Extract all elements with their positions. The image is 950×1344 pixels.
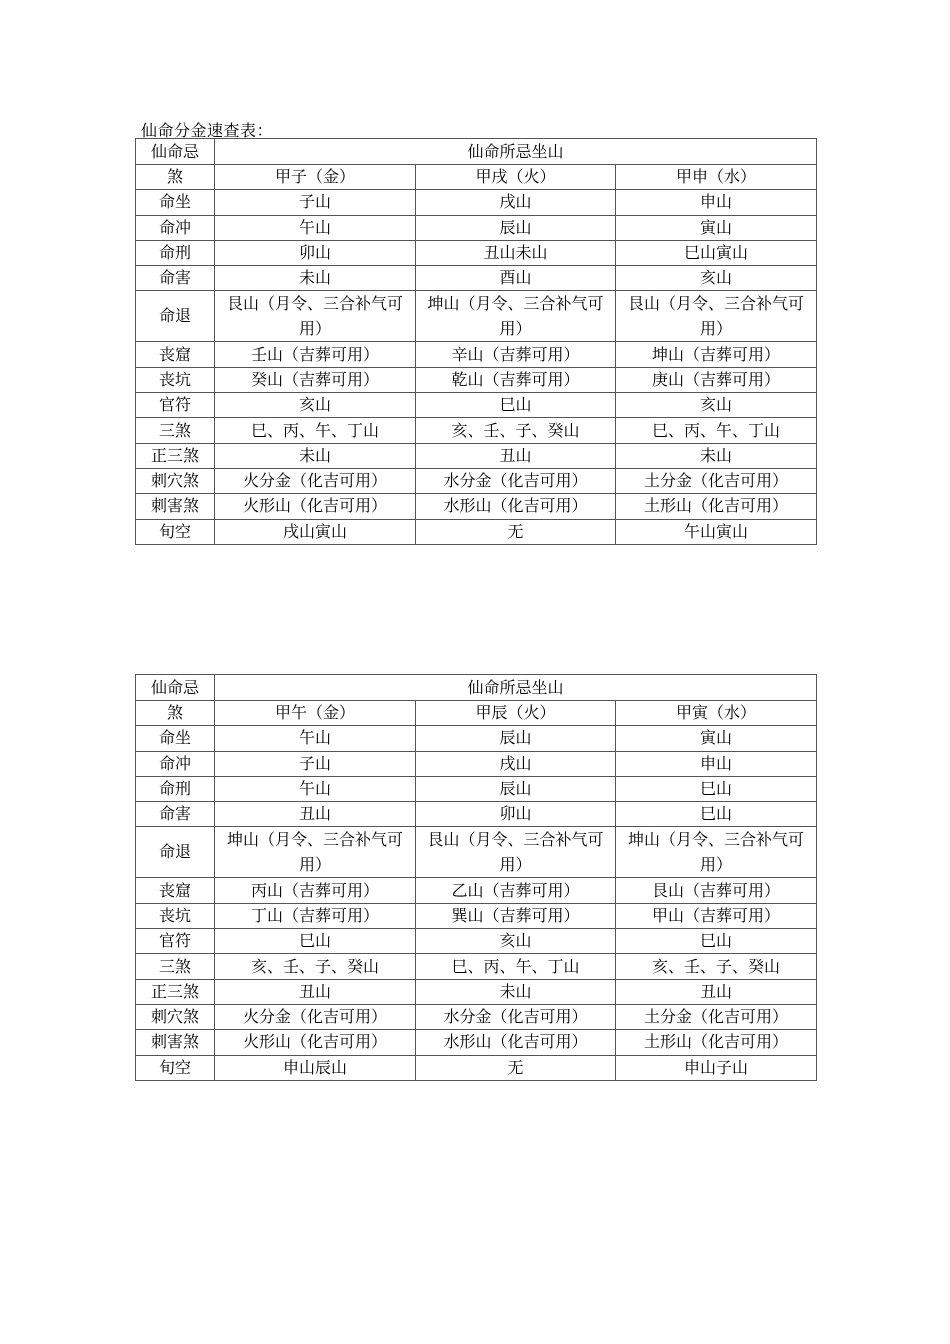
table-cell: 坤山（月令、三合补气可用） (616, 827, 817, 878)
table-row (136, 418, 817, 443)
table-cell: 午山 (215, 215, 416, 240)
table-cell: 水分金（化吉可用） (416, 1004, 616, 1029)
table-cell: 未山 (215, 443, 416, 468)
table-cell: 癸山（吉葬可用） (215, 367, 416, 392)
table-cell: 子山 (215, 751, 416, 776)
table-row (136, 726, 817, 751)
table-row (136, 979, 817, 1004)
table-cell: 巽山（吉葬可用） (416, 903, 616, 928)
row-label: 丧坑 (136, 367, 215, 392)
table-cell: 未山 (215, 266, 416, 291)
header-row-2 (136, 165, 817, 190)
row-label: 命坐 (136, 190, 215, 215)
column-header: 甲午（金） (215, 701, 416, 726)
row-label: 正三煞 (136, 979, 215, 1004)
table-row (136, 802, 817, 827)
corner-label-top: 仙命忌 (136, 139, 215, 165)
table-row (136, 519, 817, 544)
table-cell: 土分金（化吉可用） (616, 1004, 817, 1029)
table-cell: 戌山寅山 (215, 519, 416, 544)
table-row (136, 190, 817, 215)
table-cell: 丑山未山 (416, 240, 616, 265)
table-cell: 丁山（吉葬可用） (215, 903, 416, 928)
row-label: 命冲 (136, 215, 215, 240)
table-cell: 卯山 (215, 240, 416, 265)
row-label: 刺穴煞 (136, 468, 215, 493)
table-row (136, 468, 817, 493)
table-cell: 辰山 (416, 726, 616, 751)
table-cell: 亥山 (616, 393, 817, 418)
table-row (136, 494, 817, 519)
table-cell: 甲山（吉葬可用） (616, 903, 817, 928)
table-cell: 亥、壬、子、癸山 (616, 954, 817, 979)
row-label: 官符 (136, 929, 215, 954)
row-label: 命刑 (136, 240, 215, 265)
row-label: 命坐 (136, 726, 215, 751)
table-cell: 亥山 (215, 393, 416, 418)
group-header: 仙命所忌坐山 (215, 139, 817, 165)
table-cell: 未山 (416, 979, 616, 1004)
column-header: 甲戌（火） (416, 165, 616, 190)
row-label: 命退 (136, 827, 215, 878)
column-header: 甲寅（水） (616, 701, 817, 726)
table-cell: 巳、丙、午、丁山 (215, 418, 416, 443)
table-cell: 丑山 (215, 802, 416, 827)
table-cell: 丑山 (215, 979, 416, 1004)
table-cell: 申山子山 (616, 1055, 817, 1080)
header-row-1 (136, 139, 817, 165)
table-cell: 丑山 (616, 979, 817, 1004)
corner-label-bottom: 煞 (136, 701, 215, 726)
table-row (136, 1030, 817, 1055)
row-label: 命冲 (136, 751, 215, 776)
row-label: 旬空 (136, 1055, 215, 1080)
table-row (136, 393, 817, 418)
row-label: 官符 (136, 393, 215, 418)
table-cell: 水形山（化吉可用） (416, 1030, 616, 1055)
row-label: 命害 (136, 266, 215, 291)
table-row (136, 443, 817, 468)
table-cell: 巳山 (416, 393, 616, 418)
table-cell: 寅山 (616, 726, 817, 751)
table-row (136, 929, 817, 954)
row-label: 丧窟 (136, 878, 215, 903)
table-cell: 午山 (215, 726, 416, 751)
table-cell: 巳山寅山 (616, 240, 817, 265)
row-label: 三煞 (136, 418, 215, 443)
table-cell: 申山 (616, 190, 817, 215)
table-cell: 无 (416, 519, 616, 544)
column-header: 甲子（金） (215, 165, 416, 190)
lookup-table-1 (135, 138, 817, 545)
table-cell: 巳山 (215, 929, 416, 954)
table-cell: 坤山（月令、三合补气可用） (416, 291, 616, 342)
row-label: 刺穴煞 (136, 1004, 215, 1029)
row-label: 刺害煞 (136, 494, 215, 519)
row-label: 旬空 (136, 519, 215, 544)
table-row (136, 215, 817, 240)
table-row (136, 878, 817, 903)
corner-label-top: 仙命忌 (136, 675, 215, 701)
table-body (136, 675, 817, 1081)
table-cell: 辛山（吉葬可用） (416, 342, 616, 367)
table-cell: 火形山（化吉可用） (215, 494, 416, 519)
table-row (136, 1055, 817, 1080)
table-cell: 午山寅山 (616, 519, 817, 544)
table-cell: 艮山（月令、三合补气可用） (416, 827, 616, 878)
table-cell: 巳、丙、午、丁山 (416, 954, 616, 979)
table-cell: 巳、丙、午、丁山 (616, 418, 817, 443)
table-cell: 丙山（吉葬可用） (215, 878, 416, 903)
table-cell: 未山 (616, 443, 817, 468)
table-cell: 子山 (215, 190, 416, 215)
table-cell: 坤山（月令、三合补气可用） (215, 827, 416, 878)
table-cell: 卯山 (416, 802, 616, 827)
table-row (136, 342, 817, 367)
table-cell: 无 (416, 1055, 616, 1080)
table-cell: 庚山（吉葬可用） (616, 367, 817, 392)
table-cell: 亥、壬、子、癸山 (416, 418, 616, 443)
table-cell: 午山 (215, 776, 416, 801)
table-cell: 艮山（吉葬可用） (616, 878, 817, 903)
table-row (136, 954, 817, 979)
table-row (136, 1004, 817, 1029)
table-cell: 乾山（吉葬可用） (416, 367, 616, 392)
table-row (136, 827, 817, 878)
table-cell: 亥山 (416, 929, 616, 954)
row-label: 命刑 (136, 776, 215, 801)
table-cell: 坤山（吉葬可用） (616, 342, 817, 367)
table-cell: 亥山 (616, 266, 817, 291)
table-cell: 辰山 (416, 215, 616, 240)
table-cell: 火形山（化吉可用） (215, 1030, 416, 1055)
table-cell: 壬山（吉葬可用） (215, 342, 416, 367)
table-cell: 艮山（月令、三合补气可用） (215, 291, 416, 342)
table-row (136, 266, 817, 291)
table-cell: 申山 (616, 751, 817, 776)
table-cell: 水分金（化吉可用） (416, 468, 616, 493)
lookup-table-2 (135, 674, 817, 1081)
group-header: 仙命所忌坐山 (215, 675, 817, 701)
table-cell: 乙山（吉葬可用） (416, 878, 616, 903)
table-cell: 寅山 (616, 215, 817, 240)
row-label: 命退 (136, 291, 215, 342)
table-cell: 辰山 (416, 776, 616, 801)
row-label: 正三煞 (136, 443, 215, 468)
table-row (136, 291, 817, 342)
header-row-2 (136, 701, 817, 726)
table-cell: 火分金（化吉可用） (215, 468, 416, 493)
row-label: 三煞 (136, 954, 215, 979)
table-row (136, 240, 817, 265)
table-cell: 火分金（化吉可用） (215, 1004, 416, 1029)
page-title: 仙命分金速查表： (141, 121, 274, 140)
table-cell: 酉山 (416, 266, 616, 291)
row-label: 刺害煞 (136, 1030, 215, 1055)
table-row (136, 751, 817, 776)
table-row (136, 903, 817, 928)
table-row (136, 367, 817, 392)
table-cell: 巳山 (616, 929, 817, 954)
header-row-1 (136, 675, 817, 701)
table-cell: 土形山（化吉可用） (616, 1030, 817, 1055)
table-cell: 艮山（月令、三合补气可用） (616, 291, 817, 342)
table-cell: 申山辰山 (215, 1055, 416, 1080)
table-cell: 水形山（化吉可用） (416, 494, 616, 519)
corner-label-bottom: 煞 (136, 165, 215, 190)
row-label: 丧窟 (136, 342, 215, 367)
table-body (136, 139, 817, 545)
table-cell: 巳山 (616, 776, 817, 801)
table-cell: 土分金（化吉可用） (616, 468, 817, 493)
table-cell: 土形山（化吉可用） (616, 494, 817, 519)
column-header: 甲申（水） (616, 165, 817, 190)
table-cell: 巳山 (616, 802, 817, 827)
table-cell: 戌山 (416, 751, 616, 776)
column-header: 甲辰（火） (416, 701, 616, 726)
row-label: 命害 (136, 802, 215, 827)
table-cell: 戌山 (416, 190, 616, 215)
row-label: 丧坑 (136, 903, 215, 928)
table-cell: 丑山 (416, 443, 616, 468)
table-row (136, 776, 817, 801)
table-cell: 亥、壬、子、癸山 (215, 954, 416, 979)
